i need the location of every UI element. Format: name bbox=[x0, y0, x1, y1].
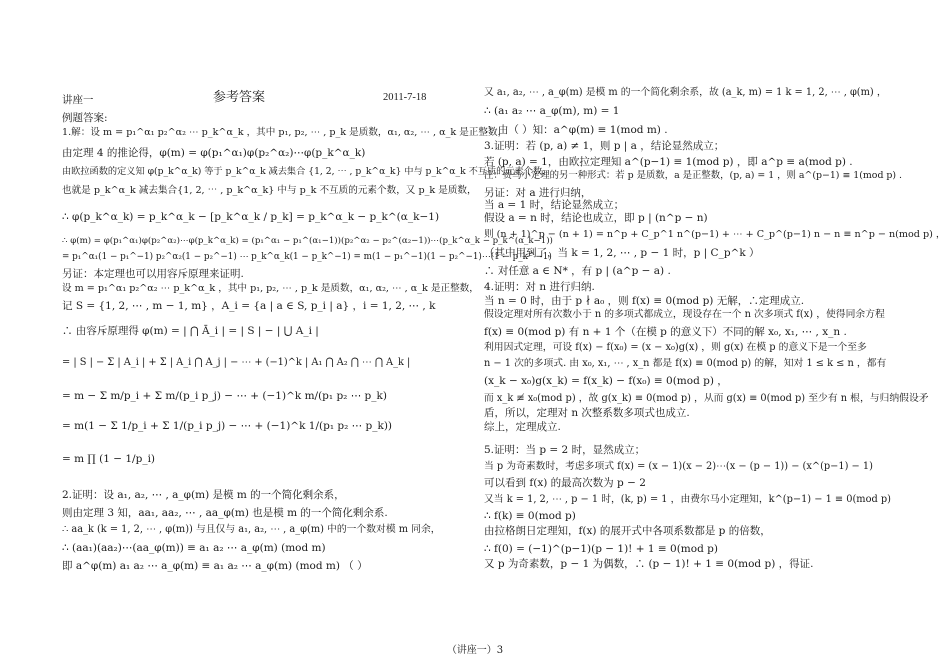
proof-line: 3.证明：若 (p, a) ≠ 1，则 p | a ，结论显然成立； bbox=[484, 140, 725, 152]
formula-line: 则 (n + 1)^p − (n + 1) = n^p + C_p^1 n^(p−1) + ⋯ + C_p^(p−1) n − n ≡ n^p − n(mod p) ， bbox=[484, 229, 946, 240]
proof-line: 4.证明：对 n 进行归纳. bbox=[484, 281, 595, 293]
document-title: 参考答案 bbox=[213, 90, 266, 105]
formula-line: = p₁^α₁(1 − p₁^−1) p₂^α₂(1 − p₂^−1) ⋯ p_k^α_k(1 − p_k^−1) = m(1 − p₁^−1)(1 − p₂^−1)⋯(1 − p_k^−1) bbox=[62, 252, 552, 262]
proof-line: 设 m = p₁^α₁ p₂^α₂ ⋯ p_k^α_k ，其中 p₁, p₂, ⋯ , p_k 是质数，α₁, α₂, ⋯ , α_k 是正整数， bbox=[62, 283, 479, 294]
proof-line: 另证：本定理也可以用容斥原理来证明. bbox=[62, 268, 244, 280]
proof-line: 则由定理 3 知，aa₁, aa₂, ⋯ , aa_φ(m) 也是模 m 的一个简化剩余系. bbox=[62, 507, 388, 519]
page-footer: （讲座一）3 bbox=[446, 645, 504, 656]
proof-line: 又 a₁, a₂, ⋯ , a_φ(m) 是模 m 的一个简化剩余系，故 (a_k, m) = 1 k = 1, 2, ⋯ , φ(m) ， bbox=[484, 87, 887, 98]
proof-line: ∴ 对任意 a ∈ N* ，有 p | (a^p − a) . bbox=[484, 265, 671, 277]
formula-line: ∴ φ(p_k^α_k) = p_k^α_k − [p_k^α_k / p_k] = p_k^α_k − p_k^(α_k−1) bbox=[62, 211, 440, 223]
formula-line: ∴ 由容斥原理得 φ(m) = | ⋂ Ā_i | = | S | − | ⋃ A_i | bbox=[62, 325, 319, 337]
proof-line: 2.证明：设 a₁, a₂, ⋯ , a_φ(m) 是模 m 的一个简化剩余系， bbox=[62, 489, 345, 501]
proof-line: 当 a = 1 时，结论显然成立； bbox=[484, 199, 625, 211]
proof-line: 记 S = {1, 2, ⋯ , m − 1, m} ，A_i = {a | a ∈ S, p_i | a} ，i = 1, 2, ⋯ , k bbox=[62, 300, 436, 312]
proof-line: 可以看到 f(x) 的最高次数为 p − 2 bbox=[484, 477, 646, 489]
proof-line: 而 x_k ≢ x₀(mod p) ，故 g(x_k) ≡ 0(mod p) ，从而 g(x) ≡ 0(mod p) 至少有 n 根，与归纳假设矛 bbox=[484, 393, 929, 404]
formula-line: 又 p 为奇素数，p − 1 为偶数，∴ (p − 1)! + 1 ≡ 0(mod p) ，得证. bbox=[484, 558, 814, 570]
answer-heading: 例题答案: bbox=[62, 112, 108, 124]
proof-line: 综上，定理成立. bbox=[484, 421, 561, 433]
formula-line: ∴ f(0) = (−1)^(p−1)(p − 1)! + 1 ≡ 0(mod p) bbox=[484, 543, 718, 555]
formula-line: ∴ (a₁ a₂ ⋯ a_φ(m), m) = 1 bbox=[484, 105, 620, 117]
proof-line: ∴ aa_k (k = 1, 2, ⋯ , φ(m)) 与且仅与 a₁, a₂, ⋯ , a_φ(m) 中的一个数对模 m 同余， bbox=[62, 524, 441, 535]
proof-line: 若 (p, a) = 1，由欧拉定理知 a^(p−1) ≡ 1(mod p) ，即 a^p ≡ a(mod p) . bbox=[484, 156, 853, 168]
proof-line: 盾，所以，定理对 n 次整系数多项式也成立. bbox=[484, 407, 690, 419]
proof-line: 假设定理对所有次数小于 n 的多项式都成立，现设存在一个 n 次多项式 f(x) ，使得同余方程 bbox=[484, 309, 885, 320]
formula-line: = m ∏ (1 − 1/p_i) bbox=[62, 453, 156, 465]
proof-line: 由拉格朗日定理知，f(x) 的展开式中各项系数都是 p 的倍数， bbox=[484, 525, 771, 537]
formula-line: = m(1 − Σ 1/p_i + Σ 1/(p_i p_j) − ⋯ + (−1)^k 1/(p₁ p₂ ⋯ p_k)) bbox=[62, 420, 393, 432]
formula-line: 即 a^φ(m) a₁ a₂ ⋯ a_φ(m) ≡ a₁ a₂ ⋯ a_φ(m) (mod m) （ ） bbox=[62, 560, 368, 572]
proof-line: （其中用到了，当 k = 1, 2, ⋯ , p − 1 时，p | C_p^k ） bbox=[484, 247, 760, 259]
formula-line: = m − Σ m/p_i + Σ m/(p_i p_j) − ⋯ + (−1)^k m/(p₁ p₂ ⋯ p_k) bbox=[62, 390, 387, 402]
proof-line: 1.解：设 m = p₁^α₁ p₂^α₂ ⋯ p_k^α_k ，其中 p₁, p₂, ⋯ , p_k 是质数，α₁, α₂, ⋯ , α_k 是正整数， bbox=[62, 127, 508, 138]
lecture-label: 讲座一 bbox=[62, 94, 94, 106]
proof-line: 假设 a = n 时，结论也成立，即 p | (n^p − n) bbox=[484, 212, 708, 224]
proof-line: 又当 k = 1, 2, ⋯ , p − 1 时，(k, p) = 1 ，由费尔马小定理知，k^(p−1) − 1 ≡ 0(mod p) bbox=[484, 494, 891, 505]
formula-line: = | S | − Σ | A_i | + Σ | A_i ⋂ A_j | − ⋯ + (−1)^k | A₁ ⋂ A₂ ⋂ ⋯ ⋂ A_k | bbox=[62, 357, 411, 368]
proof-line: 利用因式定理，可设 f(x) − f(x₀) = (x − x₀)g(x) ，则 g(x) 在模 p 的意义下是一个至多 bbox=[484, 342, 867, 353]
formula-line: ∴ 由（ ）知：a^φ(m) ≡ 1(mod m) . bbox=[484, 124, 668, 136]
formula-line: (x_k − x₀)g(x_k) = f(x_k) − f(x₀) ≡ 0(mod p) ， bbox=[484, 375, 728, 387]
formula-line: ∴ f(k) ≡ 0(mod p) bbox=[484, 510, 576, 522]
formula-line: ∴ φ(m) = φ(p₁^α₁)φ(p₂^α₂)⋯φ(p_k^α_k) = (p₁^α₁ − p₁^(α₁−1))(p₂^α₂ − p₂^(α₂−1))⋯(p_k^α_k − p_k^(α_k−1)) bbox=[62, 236, 553, 246]
formula-line: ∴ (aa₁)(aa₂)⋯(aa_φ(m)) ≡ a₁ a₂ ⋯ a_φ(m) (mod m) bbox=[62, 542, 326, 554]
proof-line: 也就是 p_k^α_k 减去集合{1, 2, ⋯ , p_k^α_k} 中与 p_k 不互质的元素个数，又 p_k 是质数， bbox=[62, 185, 477, 196]
proof-line: n − 1 次的多项式. 由 x₀, x₁, ⋯ , x_n 都是 f(x) ≡ 0(mod p) 的解，知对 1 ≤ k ≤ n ，都有 bbox=[484, 358, 887, 369]
proof-line: 5.证明：当 p = 2 时，显然成立； bbox=[484, 444, 646, 456]
proof-line: 由定理 4 的推论得，φ(m) = φ(p₁^α₁)φ(p₂^α₂)⋯φ(p_k^α_k) bbox=[62, 147, 366, 159]
proof-line: 注：费马小定理的另一种形式：若 p 是质数，a 是正整数，(p, a) = 1 ，则 a^(p−1) ≡ 1(mod p) . bbox=[484, 170, 903, 181]
proof-line: f(x) ≡ 0(mod p) 有 n + 1 个（在模 p 的意义下）不同的解 x₀, x₁, ⋯ , x_n . bbox=[484, 326, 847, 338]
proof-line: 由欧拉函数的定义知 φ(p_k^α_k) 等于 p_k^α_k 减去集合 {1, 2, ⋯ , p_k^α_k} 中与 p_k^α_k 不互质的元素个数， bbox=[62, 166, 552, 177]
proof-line: 另证：对 a 进行归纳， bbox=[484, 187, 592, 199]
proof-line: 当 n = 0 时，由于 p ∤ a₀ ，则 f(x) ≡ 0(mod p) 无解，∴定理成立. bbox=[484, 295, 805, 307]
document-date: 2011-7-18 bbox=[383, 92, 427, 103]
formula-line: 当 p 为奇素数时，考虑多项式 f(x) = (x − 1)(x − 2)⋯(x − (p − 1)) − (x^(p−1) − 1) bbox=[484, 461, 873, 472]
